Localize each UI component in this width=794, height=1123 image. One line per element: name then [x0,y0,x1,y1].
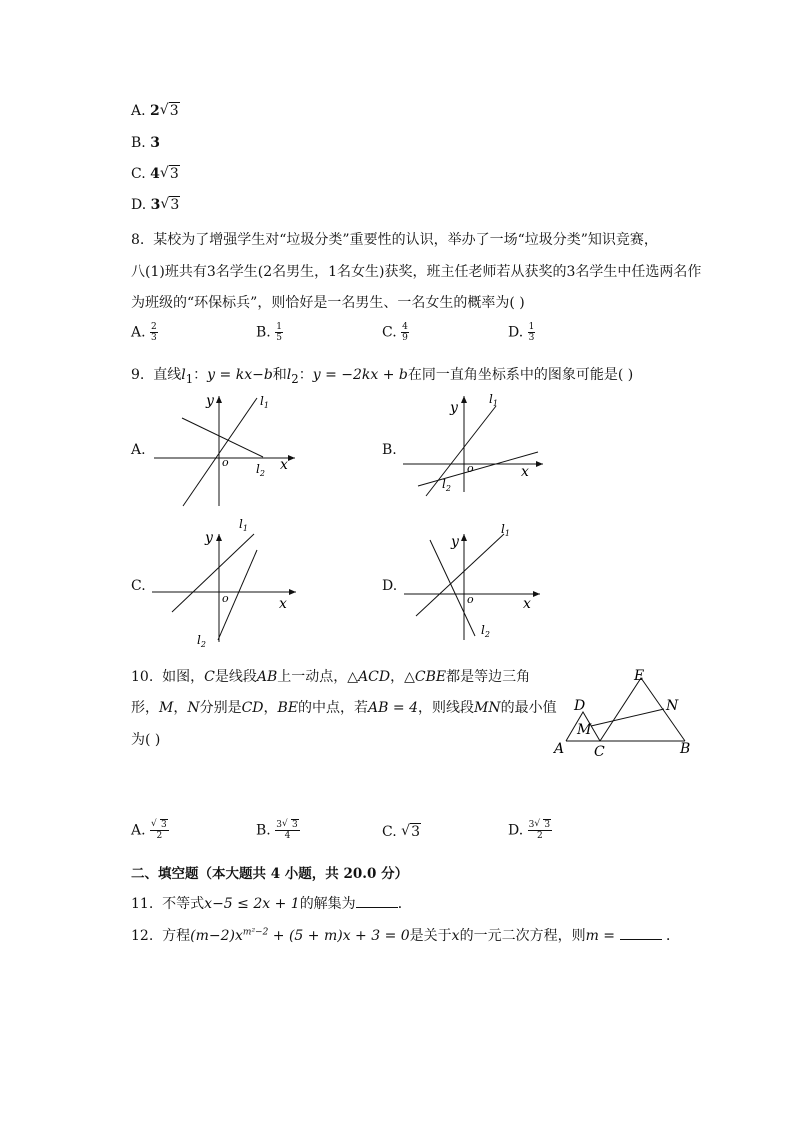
line-l1 [183,398,257,506]
q8-option-d: D. $\frac{1}{3}$ [508,322,535,343]
line-l1 [172,534,254,612]
q8-line3: 为班级的“环保标兵”，则恰好是一名男生、一名女生的概率为( ) [131,295,525,311]
q9-graph-c [150,516,302,648]
l1-label: $l_1$ [260,394,269,410]
q9-stem: 9. 直线$l_1$：y = kx−b和$l_2$：y = −2kx + b在同一直角坐标系中的图象可能是( ) [131,367,634,386]
x-label: x [521,464,529,480]
q11-answer-blank[interactable] [356,907,398,908]
q10-option-d: D. $\frac{3√ 3}{2}$ [508,820,552,841]
y-axis-arrow [216,534,222,541]
q10-option-a: A. √ $\frac{3}{2}$ [131,820,169,841]
x-label: x [280,457,288,473]
q7-option-a: A. 2√ 3 [131,103,180,119]
label-d: D [574,698,586,714]
l1-label: $l_1$ [239,517,248,533]
q8-option-b: B. $\frac{1}{5}$ [256,322,282,343]
q10-figure [552,664,702,762]
label-n: N [666,698,679,714]
x-label: x [523,596,531,612]
q9-option-c-letter: C. [131,578,146,594]
q10-option-b: B. $\frac{3√ 3}{4}$ [256,820,300,841]
label-b: B [680,741,691,757]
q9-option-b-letter: B. [382,442,397,458]
y-label: y [451,534,459,550]
q9-graph-a [150,388,300,510]
origin-label: o [222,456,229,469]
l2-label: $l_2$ [442,477,451,493]
x-axis-arrow [533,591,540,597]
label-e: E [634,668,645,684]
origin-label: o [467,593,474,606]
l2-label: $l_2$ [197,633,206,648]
q8-line2: 八(1)班共有3名学生(2名男生，1名女生)获奖，班主任老师若从获奖的3名学生中任选两名作 [131,264,702,280]
line-l2 [418,452,538,486]
y-axis-arrow [216,396,222,403]
y-label: y [206,393,214,409]
l2-label: $l_2$ [481,623,490,639]
q9-option-a-letter: A. [131,442,146,458]
q9-graph-d [400,518,550,643]
segment-mn [591,709,664,726]
l1-label: $l_1$ [501,522,510,538]
y-label: y [450,400,458,416]
section-2-heading: 二、填空题（本大题共 4 小题，共 20.0 分） [131,866,409,882]
line-l2 [182,418,263,457]
line-l1 [426,406,496,496]
q10-option-c: C. √ 3 [382,824,421,840]
q8-option-c: C. $\frac{4}{9}$ [382,322,408,343]
origin-label: o [467,462,474,475]
y-axis-arrow [461,534,467,541]
y-axis-arrow [461,396,467,403]
x-axis-arrow [536,461,543,467]
q7-option-c: C. 4√ 3 [131,166,180,182]
q8-option-a: A. $\frac{2}{3}$ [131,322,157,343]
q7-option-d: D. 3√ 3 [131,197,180,213]
label-m: M [577,722,592,738]
line-l2 [430,540,475,636]
q12: 12. 方程$(m-2)x^{m^2-2} + (5 + m)x + 3 = 0$是关于x的一元二次方程，则m = ． [131,927,680,944]
label-c: C [594,744,605,760]
l2-label: $l_2$ [256,462,265,478]
x-axis-arrow [288,455,295,461]
q9-option-d-letter: D. [382,578,398,594]
q9-graph-b [400,390,550,502]
q10-line1: 10. 如图，C是线段AB上一动点，△ACD，△CBE都是等边三角 [131,669,531,685]
origin-label: o [222,592,229,605]
label-a: A [554,741,565,757]
x-axis-arrow [289,589,296,595]
q7-option-b: B. 3 [131,135,160,151]
q8-line1: 8. 某校为了增强学生对“垃圾分类”重要性的认识，举办了一场“垃圾分类”知识竞赛， [131,232,658,248]
y-label: y [205,530,213,546]
q10-line3: 为( ) [131,732,161,748]
x-label: x [279,596,287,612]
q12-answer-blank[interactable] [620,939,662,940]
l1-label: $l_1$ [489,392,498,408]
q10-line2: 形，M，N分别是CD，BE的中点，若AB = 4，则线段MN的最小值 [131,700,557,716]
q11: 11. 不等式x−5 ≤ 2x + 1的解集为 ． [131,896,412,912]
